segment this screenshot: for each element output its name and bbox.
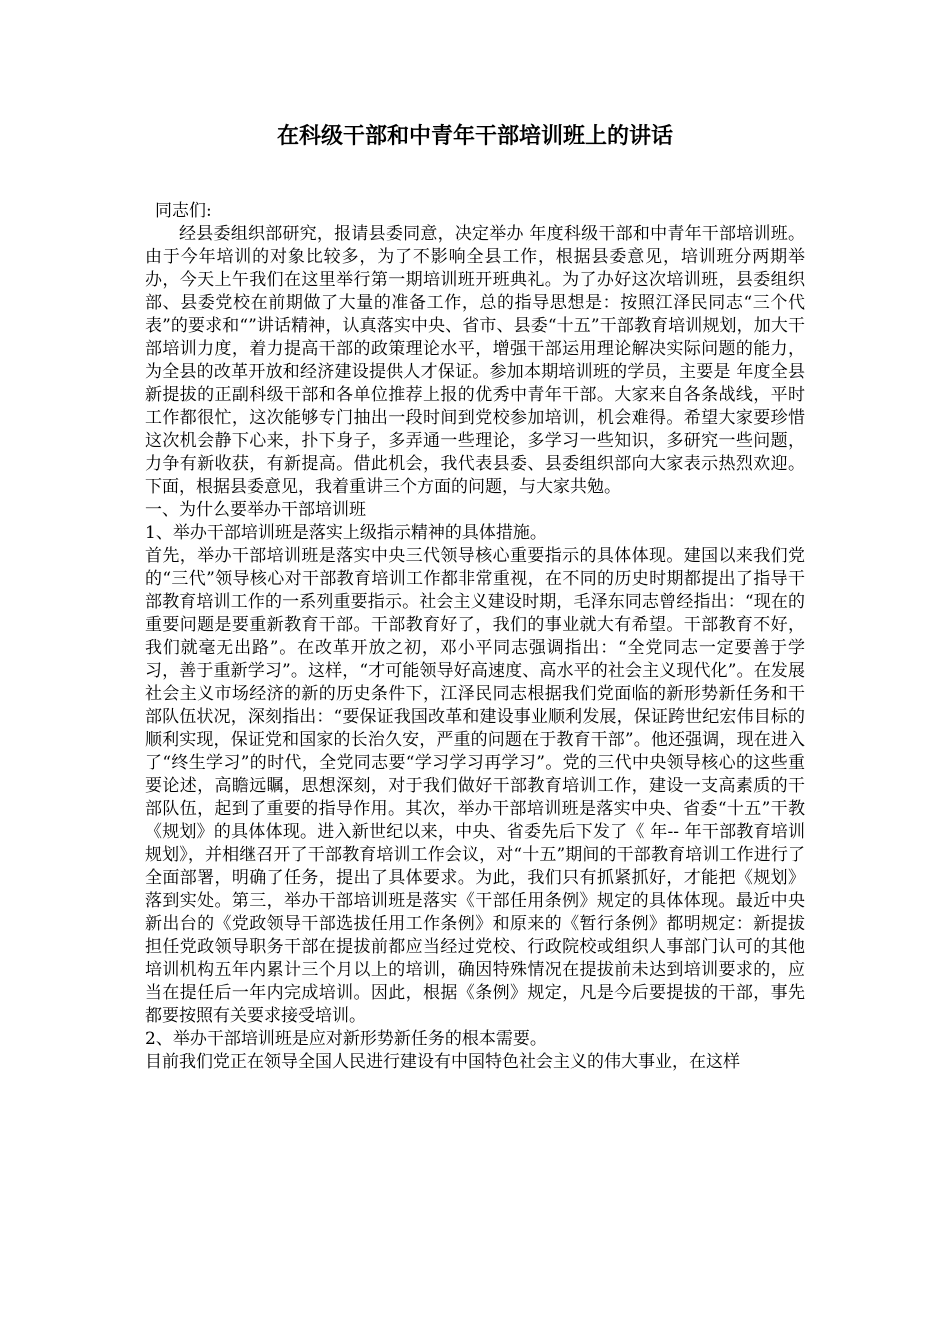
- document-body: [145, 200, 805, 1074]
- subsection-heading-2: 2、举办干部培训班是应对新形势新任务的根本需要。: [145, 1029, 547, 1049]
- paragraph-subsection-1: 首先，举办干部培训班是落实中央三代领导核心重要指示的具体体现。建国以来我们党的“三代”领导核心对干部教育培训工作都非常重视，在不同的历史时期都提出了指导干部教育培训工作的一系列重要指示。社会主义建设时期，毛泽东同志曾经指出：“现在的重要问题是要重新教育干部。干部教育好了，我们的事业就大有希望。干部教育不好，我们就毫无出路”。在改革开放之初，邓小平同志强调指出：“全党同志一定要善于学习，善于重新学习”。这样，“才可能领导好高速度、高水平的社会主义现代化”。在发展社会主义市场经济的新的历史条件下，江泽民同志根据我们党面临的新形势新任务和干部队伍状况，深刻指出：“要保证我国改革和建设事业顺利发展，保证跨世纪宏伟目标的顺利实现，保证党和国家的长治久安，严重的问题在于教育干部”。他还强调，现在进入了“终生学习”的时代，全党同志要“学习学习再学习”。党的三代中央领导核心的这些重要论述，高瞻远瞩，思想深刻，对于我们做好干部教育培训工作，建设一支高素质的干部队伍，起到了重要的指导作用。其次，举办干部培训班是落实中央、省委“十五”干教《规划》的具体体现。进入新世纪以来，中央、省委先后下发了《 年-- 年干部教育培训规划》，并相继召开了干部教育培训工作会议，对“十五”期间的干部教育培训工作进行了全面部署，明确了任务，提出了具体要求。为此，我们只有抓紧抓好，才能把《规划》落到实处。第三，举办干部培训班是落实《干部任用条例》规定的具体体现。最近中央新出台的《党政领导干部选拔任用工作条例》和原来的《暂行条例》都明规定：新提拔担任党政领导职务干部在提拔前都应当经过党校、行政院校或组织人事部门认可的其他培训机构五年内累计三个月以上的培训，确因特殊情况在提拔前未达到培训要求的，应当在提任后一年内完成培训。因此，根据《条例》规定，凡是今后要提拔的干部，事先都要按照有关要求接受培训。: [145, 546, 805, 1026]
- paragraph-subsection-2: 目前我们党正在领导全国人民进行建设有中国特色社会主义的伟大事业，在这样: [145, 1052, 740, 1072]
- document-title: 在科级干部和中青年干部培训班上的讲话: [276, 124, 673, 149]
- paragraph-intro: 经县委组织部研究，报请县委同意，决定举办 年度科级干部和中青年干部培训班。由于今年培训的对象比较多，为了不影响全县工作，根据县委意见，培训班分两期举办，今天上午我们在这里举行第一期培训班开班典礼。为了办好这次培训班，县委组织部、县委党校在前期做了大量的准备工作，总的指导思想是：按照江泽民同志“三个代表”的要求和“”讲话精神，认真落实中央、省市、县委“十五”干部教育培训规划，加大干部培训力度，着力提高干部的政策理论水平，增强干部运用理论解决实际问题的能力，为全县的改革开放和经济建设提供人才保证。参加本期培训班的学员，主要是 年度全县新提拔的正副科级干部和各单位推荐上报的优秀中青年干部。大家来自各条战线，平时工作都很忙，这次能够专门抽出一段时间到党校参加培训，机会难得。希望大家要珍惜这次机会静下心来，扑下身子，多弄通一些理论，多学习一些知识，多研究一些问题，力争有新收获，有新提高。借此机会，我代表县委、县委组织部向大家表示热烈欢迎。下面，根据县委意见，我着重讲三个方面的问题，与大家共勉。: [145, 224, 805, 497]
- salutation: 同志们:: [155, 201, 212, 221]
- subsection-heading-1: 1、举办干部培训班是落实上级指示精神的具体措施。: [145, 523, 547, 543]
- section-heading-1: 一、为什么要举办干部培训班: [145, 500, 366, 520]
